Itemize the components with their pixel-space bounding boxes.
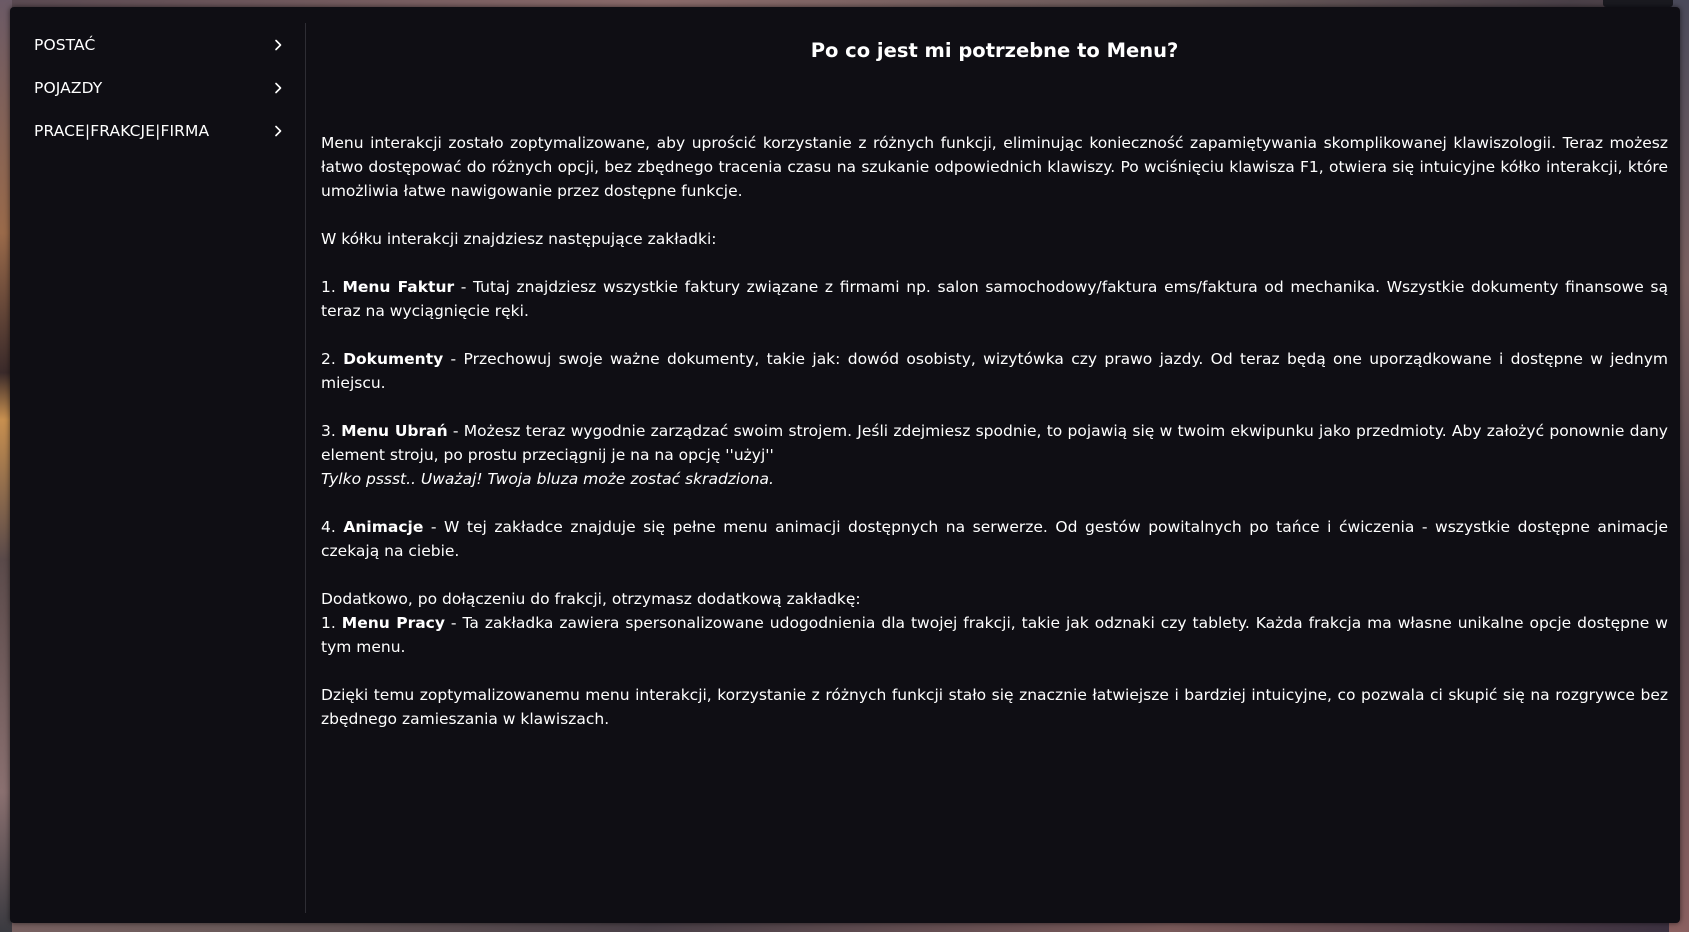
sidebar-item-prace-frakcje-firma[interactable]: [10, 109, 305, 152]
article-body: [321, 131, 1668, 731]
closing-paragraph: Dzięki temu zoptymalizowanemu menu interakcji, korzystanie z różnych funkcji stało się znacznie łatwiejsze i bardziej intuicyjne, co pozwala ci skupić się na rozgrywce bez zbędnego zamieszania w klawiszach.: [321, 686, 1668, 728]
sidebar-item-label: POJAZDY: [34, 78, 103, 97]
background-corner-element: [1603, 0, 1673, 7]
chevron-right-icon: [271, 38, 285, 52]
tabs-heading: W kółku interakcji znajdziesz następujące zakładki:: [321, 230, 717, 248]
list-item: [321, 611, 1668, 659]
list-item-desc: - W tej zakładce znajduje się pełne menu animacji dostępnych na serwerze. Od gestów powitalnych po tańce i ćwiczenia - wszystkie dostępne animacje czekają na ciebie.: [321, 518, 1668, 560]
list-item: [321, 419, 1668, 467]
list-item-name: Menu Ubrań: [341, 422, 448, 440]
page-title: Po co jest mi potrzebne to Menu?: [810, 39, 1179, 62]
list-item-number: 4.: [321, 518, 336, 536]
list-item-desc: - Ta zakładka zawiera spersonalizowane udogodnienia dla twojej frakcji, takie jak odznaki czy tablety. Każda frakcja ma własne unikalne opcje dostępne w tym menu.: [321, 614, 1668, 656]
list-item: [321, 347, 1668, 395]
list-item-name: Animacje: [343, 518, 424, 536]
sidebar: [10, 23, 306, 913]
list-item: [321, 275, 1668, 323]
sidebar-item-postac[interactable]: [10, 23, 305, 66]
list-item-name: Menu Pracy: [341, 614, 445, 632]
chevron-right-icon: [271, 124, 285, 138]
list-item-number: 1.: [321, 278, 336, 296]
list-item-name: Dokumenty: [343, 350, 444, 368]
list-item-number: 1.: [321, 614, 336, 632]
sidebar-item-label: POSTAĆ: [34, 35, 96, 54]
list-item: [321, 515, 1668, 563]
sidebar-item-label: PRACE|FRAKCJE|FIRMA: [34, 121, 210, 140]
list-item-number: 2.: [321, 350, 336, 368]
list-item-number: 3.: [321, 422, 336, 440]
intro-paragraph: Menu interakcji zostało zoptymalizowane, aby uprościć korzystanie z różnych funkcji, eliminując konieczność zapamiętywania skomplikowanej klawiszologii. Teraz możesz łatwo dostępować do różnych opcji, bez zbędnego tracenia czasu na szukanie odpowiednich klawiszy. Po wciśnięciu klawisza F1, otwiera się intuicyjne kółko interakcji, które umożliwia łatwe nawigowanie przez dostępne funkcje.: [321, 134, 1668, 200]
italic-note: Tylko pssst.. Uważaj! Twoja bluza może zostać skradziona.: [321, 470, 774, 488]
list-item-desc: - Przechowuj swoje ważne dokumenty, takie jak: dowód osobisty, wizytówka czy prawo jazdy. Od teraz będą one uporządkowane i dostępne w jednym miejscu.: [321, 350, 1668, 392]
list-item-desc: - Tutaj znajdziesz wszystkie faktury związane z firmami np. salon samochodowy/faktura ems/faktura od mechanika. Wszystkie dokumenty finansowe są teraz na wyciągnięcie ręki.: [321, 278, 1668, 320]
list-item-name: Menu Faktur: [342, 278, 455, 296]
interaction-menu-panel: [10, 7, 1680, 923]
sidebar-item-pojazdy[interactable]: [10, 66, 305, 109]
list-item-note: [321, 467, 1668, 491]
chevron-right-icon: [271, 81, 285, 95]
content-area: [321, 23, 1668, 903]
extra-heading: Dodatkowo, po dołączeniu do frakcji, otrzymasz dodatkową zakładkę:: [321, 590, 861, 608]
list-item-desc: - Możesz teraz wygodnie zarządzać swoim strojem. Jeśli zdejmiesz spodnie, to pojawią się w twoim ekwipunku jako przedmioty. Aby założyć ponownie dany element stroju, po prostu przeciągnij je na na opcję ''użyj'': [321, 422, 1668, 464]
